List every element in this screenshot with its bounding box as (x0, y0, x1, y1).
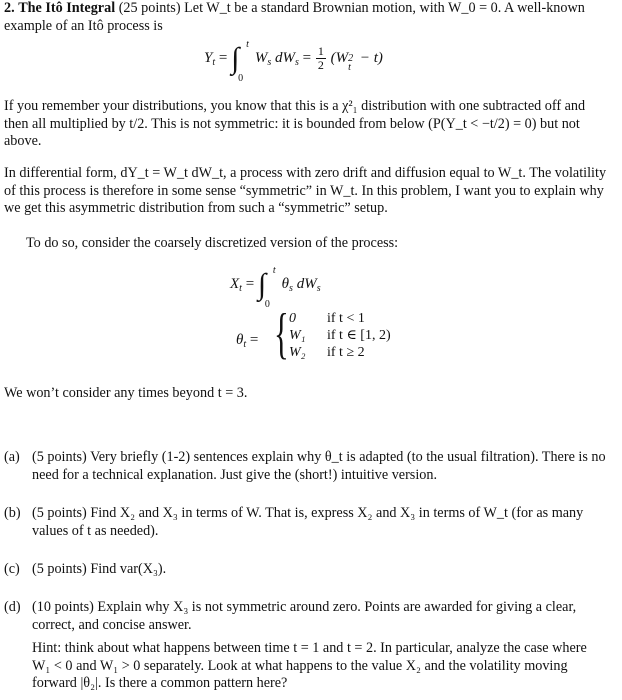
part-b: (b) (5 points) Find X₂ and X₃ in terms of W. That is, express X₂ and X₃ in terms of W_t (for as many values of t as needed). (4, 505, 584, 539)
problem-points: (25 points) (118, 0, 181, 16)
part-c: (c) (5 points) Find var(X₃). (4, 561, 167, 577)
problem-number: 2. (4, 0, 15, 16)
part-d: (d) (10 points) Explain why X₃ is not symmetric around zero. Points are awarded for giving a clear, correct, and concise answer. (4, 599, 577, 633)
paragraph-discretized: To do so, consider the coarsely discretized version of the process: (26, 235, 399, 251)
part-d-hint: Hint: think about what happens between time t = 1 and t = 2. In particular, analyze the case where W₁ < 0 and W₁ > 0 separately. Look at what happens to the value X₂ and the volatility moving forward |θ₂|. Is there a common pattern here? (32, 640, 587, 692)
theta-cases-list (289, 310, 391, 361)
equation-ito-example: $Y_t$ = ∫ t 0 $W_s$ $dW_s$ = $\frac{1}{2}$ (W 2 t − t) (204, 39, 383, 84)
paragraph-distribution: If you remember your distributions, you know that this is a χ²₁ distribution with one subtracted off and then all multiplied by t/2. This is not symmetric: it is bounded from below (P(Y_t < −t/2) = 0) but not above. (4, 98, 586, 150)
paragraph-time-limit: We won’t consider any times beyond t = 3. (4, 385, 248, 401)
case-row: W₂ if t ≥ 2 (289, 345, 365, 360)
case-row: W₁ if t ∈ [1, 2) (289, 328, 391, 343)
problem-intro-text: Let W_t be a standard Brownian motion, with W_0 = 0. A well-known example of an Itô process is (4, 0, 585, 34)
paragraph-differential-form: In differential form, dY_t = W_t dW_t, a process with zero drift and diffusion equal to W_t. The volatility of this process is therefore in some sense “symmetric” in W_t. In this problem, I want you to explain why we get this asymmetric distribution from such a “symmetric” setup. (4, 165, 607, 217)
integral-sign: ∫ (257, 268, 267, 301)
case-row: 0 if t < 1 (289, 311, 365, 326)
cases-brace: { (274, 303, 289, 365)
equation-x-integral: $X_t$ = ∫ t 0 $\theta_s$ $dW_s$ (230, 265, 321, 310)
problem-title: The Itô Integral (18, 0, 116, 16)
fraction-half: $\frac{1}{2}$ (317, 44, 324, 73)
problem-intro (4, 0, 608, 35)
part-a: (a) (5 points) Very briefly (1-2) sentences explain why θ_t is adapted (to the usual filtration). There is no need for a technical explanation. Just give the (short!) intuitive version. (4, 449, 606, 483)
integral-sign: ∫ (231, 42, 240, 75)
equation-theta-cases: $\theta_t$ = (236, 332, 259, 350)
